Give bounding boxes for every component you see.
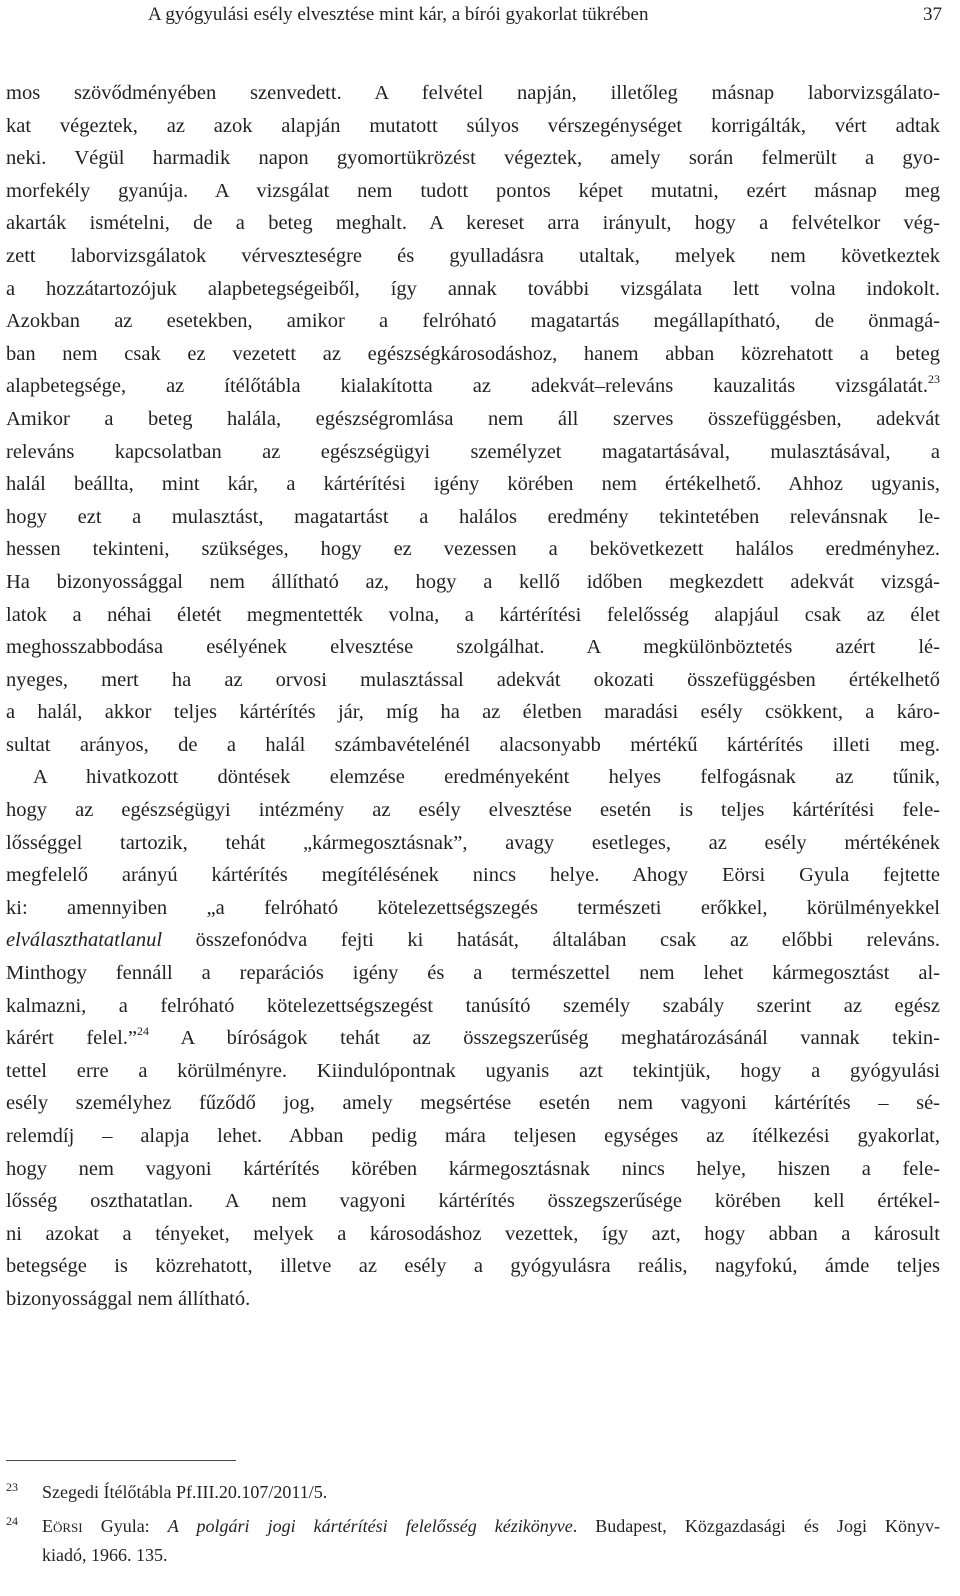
text-line: akarták ismételni, de a beteg meghalt. A kereset arra irányult, hogy a felvételkor vég- bbox=[6, 212, 940, 235]
footnotes bbox=[6, 1478, 940, 1570]
footnote-divider bbox=[6, 1460, 236, 1461]
text-line: tettel erre a körülményre. Kiindulópontnak ugyanis azt tekintjük, hogy a gyógyulási bbox=[6, 1059, 940, 1082]
text-line: mos szövődményében szenvedett. A felvétel napján, illetőleg másnap laborvizsgálato- bbox=[6, 82, 940, 104]
text-line: betegsége is közrehatott, illetve az esély a gyógyulásra reális, nagyfokú, ámde teljes bbox=[6, 1255, 940, 1278]
text-line: kat végeztek, az azok alapján mutatott súlyos vérszegénységet korrigálták, vért adtak bbox=[6, 114, 940, 137]
text-line: lősség oszthatatlan. A nem vagyoni kártérítés összegszerűsége körében kell értékel- bbox=[6, 1190, 940, 1213]
text-line: releváns kapcsolatban az egészségügyi személyzet magatartásával, mulasztásával, a bbox=[6, 440, 940, 463]
running-title: A gyógyulási esély elvesztése mint kár, a bírói gyakorlat tükrében bbox=[148, 4, 649, 25]
text-line: bizonyossággal nem állítható. bbox=[6, 1287, 251, 1310]
text-line: ni azokat a tényeket, melyek a károsodáshoz vezettek, így azt, hogy abban a károsult bbox=[6, 1222, 940, 1245]
text-line: hogy az egészségügyi intézmény az esély elvesztése esetén is teljes kártérítési fele- bbox=[6, 799, 940, 822]
footnote-ref-24[interactable]: 24 bbox=[137, 1024, 149, 1039]
text-line bbox=[6, 370, 940, 403]
text-line: esély személyhez fűződő jog, amely megsértése esetén nem vagyoni kártérítés – sé- bbox=[6, 1092, 940, 1115]
footnote-author: Eörsi bbox=[42, 1516, 83, 1536]
text-line: megfelelő arányú kártérítés megítélésének nincs helye. Ahogy Eörsi Gyula fejtette bbox=[6, 864, 940, 887]
text-line: Azokban az esetekben, amikor a felróható magatartás megállapítható, de önmagá- bbox=[6, 310, 940, 333]
running-header bbox=[0, 0, 960, 32]
text-line: meghosszabbodása esélyének elvesztése szolgálhat. A megkülönböztetés azért lé- bbox=[6, 636, 940, 659]
text-line: neki. Végül harmadik napon gyomortükrözést végeztek, amely során felmerült a gyo- bbox=[6, 147, 940, 170]
text-line: A hivatkozott döntések elemzése eredményeként helyes felfogásnak az tűnik, bbox=[33, 766, 940, 789]
text-line: Ha bizonyossággal nem állítható az, hogy a kellő időben megkezdett adekvát vizsgá- bbox=[6, 570, 940, 593]
text-line bbox=[6, 1022, 940, 1055]
text-line: kalmazni, a felróható kötelezettségszegést tanúsító személy szabály szerint az egész bbox=[6, 994, 940, 1017]
text-line: sultat arányos, de a halál számbavételénél alacsonyabb mértékű kártérítés illeti meg. bbox=[6, 733, 940, 756]
footnote-author-rest: Gyula: bbox=[82, 1516, 168, 1536]
text-line: zett laborvizsgálatok vérveszteségre és gyulladásra utaltak, melyek nem következtek bbox=[6, 244, 940, 267]
footnote-ref-23[interactable]: 23 bbox=[928, 372, 940, 387]
text-line: relemdíj – alapja lehet. Abban pedig mára teljesen egységes az ítélkezési gyakorlat, bbox=[6, 1125, 940, 1147]
footnote-publisher: . Budapest, Közgazdasági és Jogi Könyv- bbox=[572, 1516, 941, 1536]
emphasized-word: elválaszthatatlanul bbox=[6, 929, 163, 952]
line-text: A bíróságok tehát az összegszerűség meghatározásánál vannak tekin- bbox=[180, 1027, 941, 1050]
footnote-23 bbox=[6, 1478, 940, 1507]
footnote-text bbox=[42, 1512, 940, 1541]
footnote-number: 24 bbox=[6, 1514, 18, 1528]
text-line bbox=[6, 924, 940, 957]
footnote-book-title: A polgári jogi kártérítési felelősség kézikönyve bbox=[167, 1516, 573, 1536]
text-line: latok a néhai életét megmentették volna, a kártérítési felelősség alapjául csak az élet bbox=[6, 603, 940, 626]
line-text: összefonódva fejti ki hatását, általában csak az előbbi releváns. bbox=[195, 929, 940, 952]
text-line: nyeges, mert ha az orvosi mulasztással adekvát okozati összefüggésben értékelhető bbox=[6, 668, 940, 691]
text-line: halál beállta, mint kár, a kártérítési igény körében nem értékelhető. Ahhoz ugyanis, bbox=[6, 473, 940, 496]
text-line: Minthogy fennáll a reparációs igény és a természettel nem lehet kármegosztást al- bbox=[6, 962, 940, 985]
line-text: alapbetegsége, az ítélőtábla kialakította az adekvát–releváns kauzalitás vizsgálatát. bbox=[6, 375, 928, 398]
text-line: lősséggel tartozik, tehát „kármegosztásnak”, avagy esetleges, az esély mértékének bbox=[6, 831, 940, 854]
text-line: hogy nem vagyoni kártérítés körében kármegosztásnak nincs helye, hiszen a fele- bbox=[6, 1157, 940, 1180]
footnote-text: Szegedi Ítélőtábla Pf.III.20.107/2011/5. bbox=[42, 1482, 328, 1502]
footnote-number: 23 bbox=[6, 1480, 18, 1494]
text-line: a hozzátartozójuk alapbetegségeiből, így annak további vizsgálata lett volna indokolt. bbox=[6, 277, 940, 300]
text-line: morfekély gyanúja. A vizsgálat nem tudott pontos képet mutatni, ezért másnap meg bbox=[6, 179, 940, 202]
footnote-text-continued: kiadó, 1966. 135. bbox=[42, 1545, 168, 1565]
body-text bbox=[6, 77, 940, 1316]
quote-end: kárért felel.” bbox=[6, 1027, 137, 1050]
text-line: hessen tekinteni, szükséges, hogy ez vezessen a bekövetkezett halálos eredményhez. bbox=[6, 538, 940, 561]
text-line: ban nem csak ez vezetett az egészségkárosodáshoz, hanem abban közrehatott a beteg bbox=[6, 342, 940, 365]
footnote-24 bbox=[6, 1512, 940, 1570]
text-line: a halál, akkor teljes kártérítés jár, míg ha az életben maradási esély csökkent, a káro- bbox=[6, 701, 940, 724]
text-line: Amikor a beteg halála, egészségromlása nem áll szerves összefüggésben, adekvát bbox=[6, 407, 940, 430]
text-line: ki: amennyiben „a felróható kötelezettségszegés természeti erőkkel, körülményekkel bbox=[6, 896, 940, 919]
text-line: hogy ezt a mulasztást, magatartást a halálos eredmény tekintetében relevánsnak le- bbox=[6, 505, 940, 528]
page-number: 37 bbox=[923, 4, 942, 25]
